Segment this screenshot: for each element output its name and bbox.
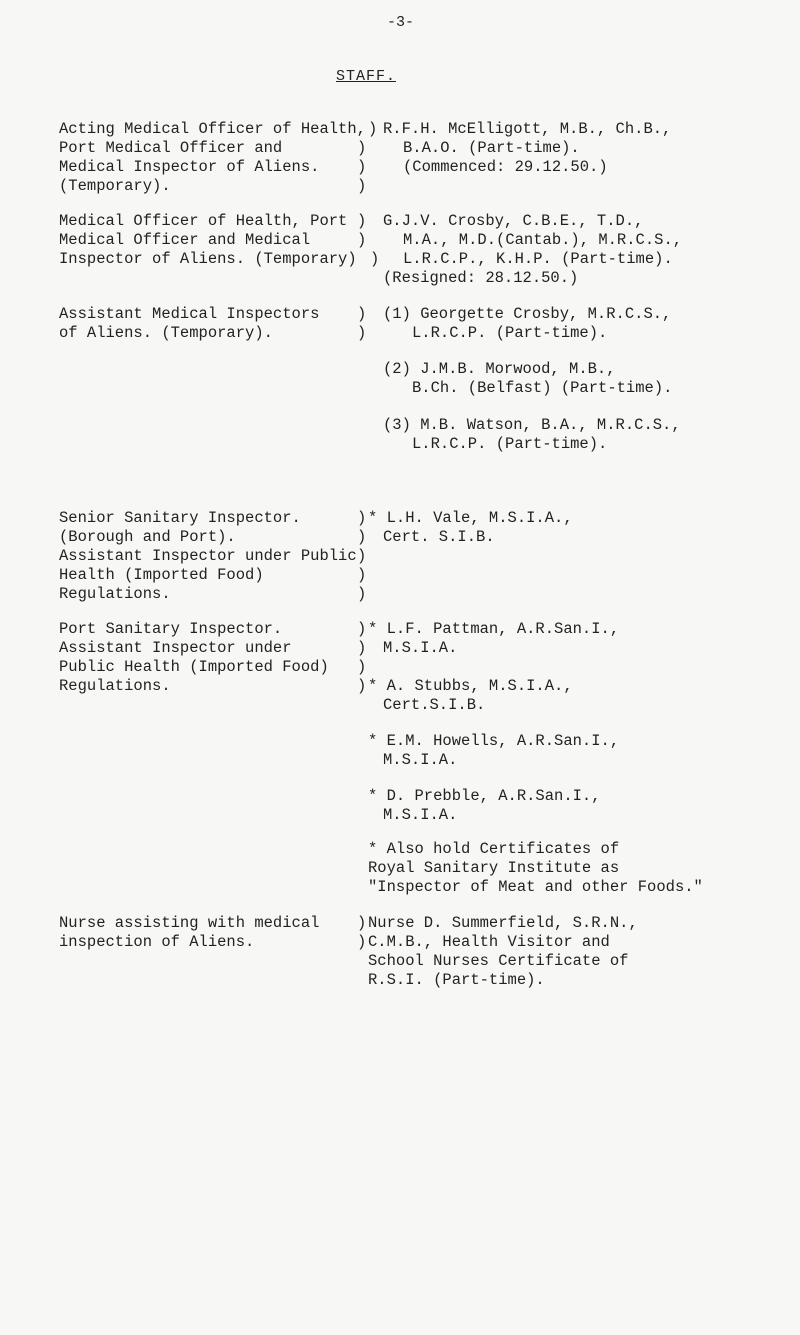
bracket: ) — [357, 212, 367, 230]
holder-line: M.S.I.A. — [383, 639, 458, 657]
holder-line: (Commenced: 29.12.50.) — [403, 158, 608, 176]
holder-line: M.A., M.D.(Cantab.), M.R.C.S., — [403, 231, 683, 249]
bracket: ) — [368, 120, 378, 138]
holder-line: Cert.S.I.B. — [383, 696, 486, 714]
post-line: Health (Imported Food) — [59, 566, 264, 584]
bracket: ) — [357, 914, 367, 932]
bracket: ) — [357, 547, 367, 565]
bracket: ) — [357, 528, 367, 546]
post-line: Assistant Inspector under Public — [59, 547, 357, 565]
post-line: (Borough and Port). — [59, 528, 236, 546]
holder-line: R.F.H. McElligott, M.B., Ch.B., — [383, 120, 672, 138]
holder-line: (2) J.M.B. Morwood, M.B., — [383, 360, 616, 378]
holder-line: Cert. S.I.B. — [383, 528, 495, 546]
post-line: Senior Sanitary Inspector. — [59, 509, 301, 527]
post-line: Regulations. — [59, 677, 171, 695]
page-number: -3- — [387, 14, 415, 31]
bracket: ) — [357, 566, 367, 584]
bracket: ) — [357, 933, 367, 951]
bracket: ) — [357, 139, 367, 157]
post-line: (Temporary). — [59, 177, 171, 195]
bracket: ) — [357, 509, 367, 527]
holder-line: * D. Prebble, A.R.San.I., — [368, 787, 601, 805]
post-line: inspection of Aliens. — [59, 933, 255, 951]
holder-line: C.M.B., Health Visitor and — [368, 933, 610, 951]
footnote-line: Royal Sanitary Institute as — [368, 859, 620, 877]
holder-line: * A. Stubbs, M.S.I.A., — [368, 677, 573, 695]
footnote-line: "Inspector of Meat and other Foods." — [368, 878, 703, 896]
holder-line: Nurse D. Summerfield, S.R.N., — [368, 914, 638, 932]
post-line: Port Sanitary Inspector. — [59, 620, 283, 638]
footnote-line: * Also hold Certificates of — [368, 840, 620, 858]
holder-line: L.R.C.P. (Part-time). — [412, 435, 608, 453]
post-line: Medical Officer of Health, Port — [59, 212, 348, 230]
post-line: Medical Inspector of Aliens. — [59, 158, 320, 176]
bracket: ) — [357, 231, 367, 249]
bracket: ) — [357, 305, 367, 323]
holder-line: M.S.I.A. — [383, 751, 458, 769]
bracket: ) — [357, 177, 367, 195]
bracket: ) — [357, 620, 367, 638]
bracket: ) — [357, 658, 367, 676]
post-line: Assistant Medical Inspectors — [59, 305, 320, 323]
holder-line: B.A.O. (Part-time). — [403, 139, 580, 157]
bracket: ) — [357, 639, 367, 657]
post-line: Nurse assisting with medical — [59, 914, 320, 932]
post-line: Port Medical Officer and — [59, 139, 283, 157]
post-line: Acting Medical Officer of Health, — [59, 120, 366, 138]
holder-line: School Nurses Certificate of — [368, 952, 629, 970]
holder-line: (1) Georgette Crosby, M.R.C.S., — [383, 305, 672, 323]
holder-line: L.R.C.P., K.H.P. (Part-time). — [403, 250, 673, 268]
holder-line: B.Ch. (Belfast) (Part-time). — [412, 379, 673, 397]
holder-line: L.R.C.P. (Part-time). — [412, 324, 608, 342]
holder-line: * L.H. Vale, M.S.I.A., — [368, 509, 573, 527]
holder-line: * L.F. Pattman, A.R.San.I., — [368, 620, 620, 638]
bracket: ) — [357, 677, 367, 695]
post-line: Assistant Inspector under — [59, 639, 292, 657]
holder-line: M.S.I.A. — [383, 806, 458, 824]
holder-line: G.J.V. Crosby, C.B.E., T.D., — [383, 212, 644, 230]
holder-line: (3) M.B. Watson, B.A., M.R.C.S., — [383, 416, 681, 434]
post-line: Regulations. — [59, 585, 171, 603]
page-title: STAFF. — [336, 68, 397, 85]
post-line: Medical Officer and Medical — [59, 231, 311, 249]
holder-line: * E.M. Howells, A.R.San.I., — [368, 732, 620, 750]
post-line: of Aliens. (Temporary). — [59, 324, 273, 342]
holder-line: R.S.I. (Part-time). — [368, 971, 545, 989]
post-line: Public Health (Imported Food) — [59, 658, 329, 676]
bracket: ) — [357, 324, 367, 342]
holder-line: (Resigned: 28.12.50.) — [383, 269, 579, 287]
post-line: Inspector of Aliens. (Temporary) — [59, 250, 357, 268]
bracket: ) — [357, 158, 367, 176]
bracket: ) — [357, 585, 367, 603]
bracket: ) — [370, 250, 380, 268]
